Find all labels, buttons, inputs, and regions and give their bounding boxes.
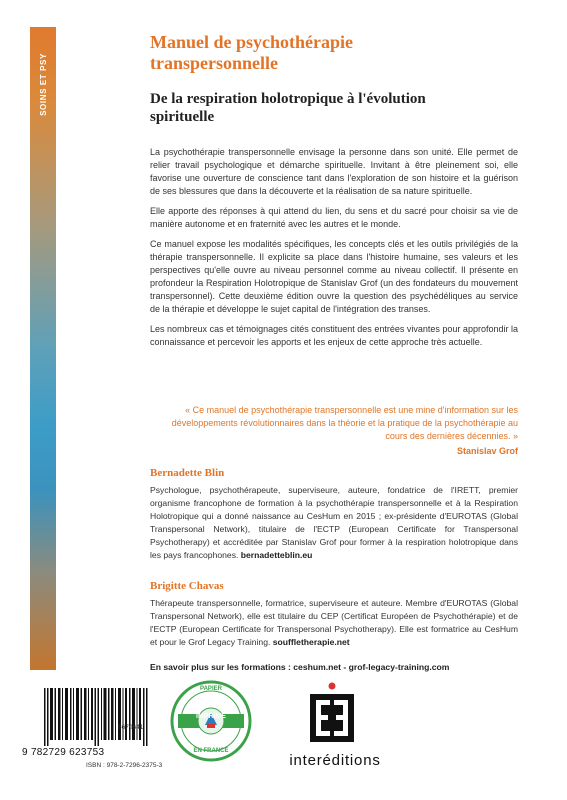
quote-author: Stanislav Grof: [456, 446, 518, 456]
author-bio-blin: [150, 484, 518, 562]
book-title: Manuel de psychothérapie transpersonnelle: [150, 32, 354, 73]
category-label-box: [30, 44, 56, 124]
author-bio-text: Psychologue, psychothérapeute, superviseure, auteure, fondatrice de l'IRETT, premier organisme francophone de formation à la psychothérapie transpersonnelle et à la Respiration Holotropique qui a donné naissance au CesHum en 2015 ; ex-présidente d'EUROTAS (Global Transpersonal Network), titulaire de l'ECTP (European Certificate for Transpersonal Psychotherapy) et accréditée par Stanislav Grof pour former à la respiration holotropique dans les pays francophones.: [150, 485, 518, 560]
author-name-blin: Bernadette Blin: [150, 467, 225, 479]
isbn-number: ISBN : 978-2-7296-2375-3: [86, 762, 163, 769]
back-cover-description: [150, 146, 518, 356]
description-paragraph: Elle apporte des réponses à qui attend du lien, du sens et du sacré pour choisir sa vie de manière autonome et en fraternité avec les autres et le monde.: [150, 206, 518, 229]
author-website: souffletherapie.net: [272, 637, 350, 647]
author-bio-chavas: [150, 597, 518, 649]
description-paragraph: Ce manuel expose les modalités spécifiques, les concepts clés et les outils privilégiés de la thérapie transpersonnelle. Il explicite sa place dans l'histoire humaine, ses valeurs et les perspectives qu'elle ouvre au niveau personnel comme au niveau collectif. Il présente en profondeur la Respiration Holotropique de Stanislav Grof (un des fondateurs du mouvement transpersonnel). Cette deuxième édition ouvre la question des psychédéliques au service de la thérapie et développe le sujet capital de l'intégration des transes.: [150, 239, 518, 314]
product-code: 6670641: [118, 724, 144, 731]
description-paragraph: Les nombreux cas et témoignages cités constituent des entrées vivantes pour approfondir la connaissance et percevoir les apports et les enjeux de cette approche très actuelle.: [150, 324, 518, 347]
description-paragraph: La psychothérapie transpersonnelle envisage la personne dans son unité. Elle permet de relier travail psychologique et démarche spirituelle. Invitant à être pleinement soi, elle favorise une ouverture de conscience tant dans l'exploration de son histoire et la guérison de ses blessures que dans la découverte et la réalisation de sa nature spirituelle.: [150, 147, 518, 196]
book-subtitle: De la respiration holotropique à l'évolution spirituelle: [150, 91, 426, 125]
author-website: bernadetteblin.eu: [240, 550, 313, 560]
endorsement-quote: « Ce manuel de psychothérapie transpersonnelle est une mine d'information sur les développements révolutionnaires dans la théorie et la pratique de la psychothérapie au cours des dernières décennies. »: [171, 405, 518, 441]
barcode-digits: 9 782729 623753: [22, 747, 105, 758]
publisher-name: interéditions: [289, 752, 381, 769]
badge-top-text: PAPIER: [200, 686, 222, 692]
category-label: SOINS ET PSY: [38, 52, 48, 116]
formations-info: En savoir plus sur les formations : ceshum.net - grof-legacy-training.com: [150, 662, 450, 672]
interditions-logo-icon: [302, 682, 362, 746]
badge-bottom-text: EN FRANCE: [193, 748, 229, 754]
author-name-chavas: Brigitte Chavas: [150, 580, 224, 592]
badge-middle-text: IMPRIMÉ: [196, 713, 226, 720]
barcode-icon: [44, 688, 148, 746]
author-bio-text: Thérapeute transpersonnelle, formatrice, superviseure et auteure. Membre d'EUROTAS (Global Transpersonal Network), elle est titulaire du CEP (Certificat Européen de Psychothérapie) et de l'ECTP (European Certificate for Transpersonal Psychotherapy). Elle est formatrice au CesHum et pour le Grof Legacy Training.: [150, 598, 518, 647]
